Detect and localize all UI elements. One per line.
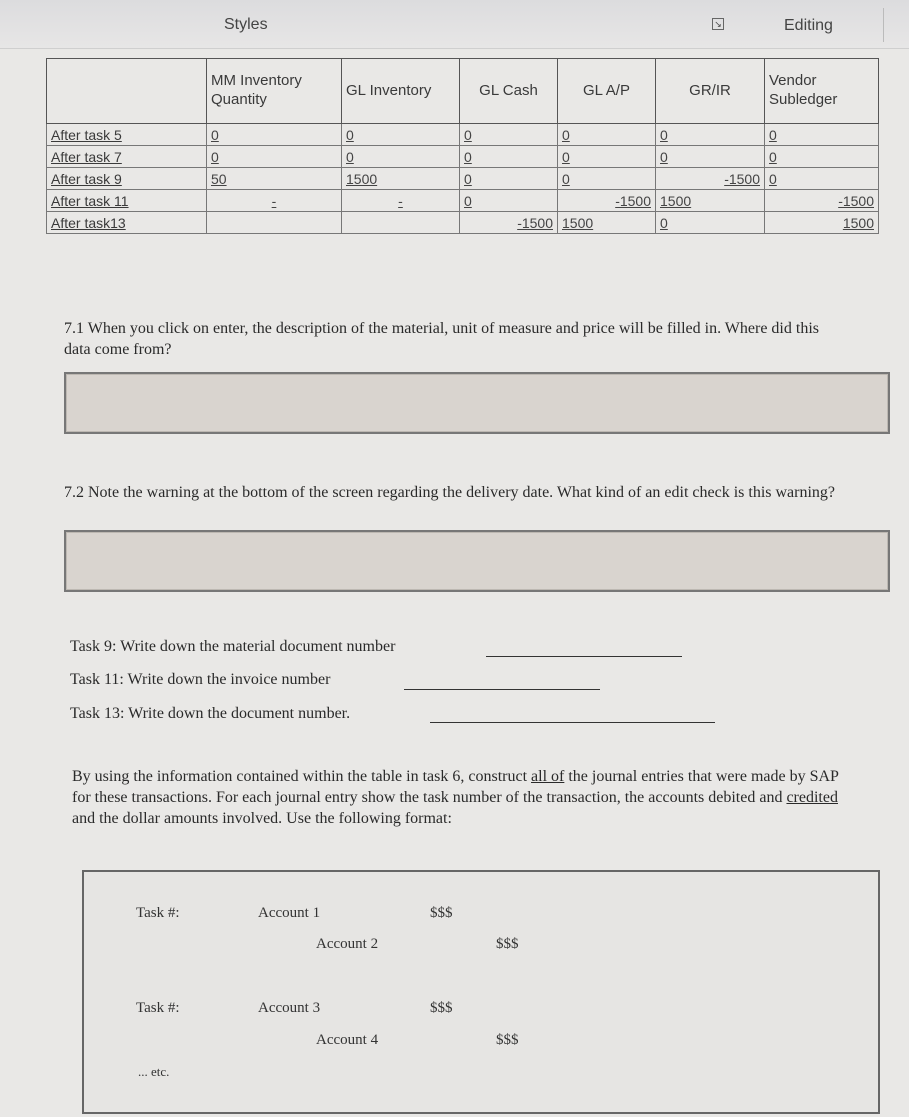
cell-mm-qty [207, 212, 342, 234]
editing-group-label[interactable]: Editing [784, 17, 833, 34]
header-gl-ap: GL A/P [558, 59, 656, 124]
instructions-all-of: all of [531, 768, 565, 785]
entry1-credit-account: Account 2 [316, 936, 379, 952]
cell-mm-qty: 0 [207, 146, 342, 168]
cell-gl-inventory: 0 [342, 146, 460, 168]
cell-vendor-subledger: -1500 [765, 190, 879, 212]
task-11-blank[interactable] [404, 689, 600, 690]
table-row [47, 146, 879, 168]
cell-gl-inventory: - [342, 190, 460, 212]
cell-vendor-subledger: 0 [765, 124, 879, 146]
entry2-task: Task #: [136, 1000, 180, 1016]
entry2-debit-account: Account 3 [258, 1000, 321, 1016]
dialog-launcher-icon[interactable]: ↘ [712, 18, 724, 30]
instructions-text-3: and the dollar amounts involved. Use the following format: [72, 810, 452, 827]
cell-mm-qty: 0 [207, 124, 342, 146]
entry2-debit-amount: $$$ [430, 1000, 453, 1016]
cell-vendor-subledger: 0 [765, 168, 879, 190]
etc-note: ... etc. [138, 1064, 170, 1079]
cell-gl-inventory: 1500 [342, 168, 460, 190]
table-row [47, 124, 879, 146]
cell-gl-ap: 1500 [558, 212, 656, 234]
cell-vendor-subledger: 0 [765, 146, 879, 168]
cell-gr-ir: 1500 [656, 190, 765, 212]
header-gr-ir: GR/IR [656, 59, 765, 124]
task-13-blank[interactable] [430, 722, 715, 723]
instructions-text-1: By using the information contained within the table in task 6, construct [72, 768, 532, 785]
header-mm-inventory-quantity: MM Inventory Quantity [207, 59, 342, 124]
cell-gl-inventory [342, 212, 460, 234]
cell-gl-cash: -1500 [460, 212, 558, 234]
cell-mm-qty: 50 [207, 168, 342, 190]
task-11-prompt: Task 11: Write down the invoice number [70, 671, 331, 688]
journal-entry-instructions [72, 766, 842, 829]
question-7-1: 7.1 When you click on enter, the description of the material, unit of measure and price will be filled in. Where did this data come from? [64, 320, 819, 358]
cell-gl-ap: 0 [558, 168, 656, 190]
header-blank [47, 59, 207, 124]
header-gl-cash: GL Cash [460, 59, 558, 124]
journal-format-box [82, 870, 880, 1114]
cell-gl-cash: 0 [460, 124, 558, 146]
task-13-prompt: Task 13: Write down the document number. [70, 705, 351, 722]
row-label: After task 11 [47, 190, 207, 212]
cell-mm-qty: - [207, 190, 342, 212]
account-balance-table [46, 58, 879, 234]
table-row [47, 190, 879, 212]
cell-vendor-subledger: 1500 [765, 212, 879, 234]
entry1-task: Task #: [136, 905, 180, 921]
cell-gl-ap: -1500 [558, 190, 656, 212]
entry1-credit-amount: $$$ [496, 936, 519, 952]
task-9-prompt: Task 9: Write down the material document number [70, 638, 396, 655]
cell-gl-cash: 0 [460, 146, 558, 168]
word-ribbon [0, 0, 909, 49]
table-header-row [47, 59, 879, 124]
cell-gl-inventory: 0 [342, 124, 460, 146]
cell-gl-cash: 0 [460, 190, 558, 212]
entry2-credit-amount: $$$ [496, 1032, 519, 1048]
entry1-debit-amount: $$$ [430, 905, 453, 921]
header-vendor-subledger: Vendor Subledger [765, 59, 879, 124]
answer-field-7-1[interactable] [64, 372, 890, 434]
instructions-credited: credited [786, 789, 838, 806]
header-gl-inventory: GL Inventory [342, 59, 460, 124]
entry2-credit-account: Account 4 [316, 1032, 379, 1048]
table-row [47, 168, 879, 190]
cell-gr-ir: -1500 [656, 168, 765, 190]
cell-gl-ap: 0 [558, 146, 656, 168]
cell-gr-ir: 0 [656, 212, 765, 234]
table-row [47, 212, 879, 234]
task-9-blank[interactable] [486, 656, 682, 657]
styles-group-label[interactable]: Styles [224, 16, 268, 33]
ribbon-divider [883, 8, 884, 42]
cell-gl-ap: 0 [558, 124, 656, 146]
row-label: After task 9 [47, 168, 207, 190]
cell-gr-ir: 0 [656, 124, 765, 146]
cell-gl-cash: 0 [460, 168, 558, 190]
row-label: After task 7 [47, 146, 207, 168]
question-7-2: 7.2 Note the warning at the bottom of the screen regarding the delivery date. What kind of an edit check is this warning? [64, 484, 836, 501]
entry1-debit-account: Account 1 [258, 905, 321, 921]
row-label: After task 5 [47, 124, 207, 146]
instructions-text-2: the journal entries that were made by SAP for these transactions. For each journal entry show the task number of the transaction, the accounts debited and [72, 768, 839, 806]
answer-field-7-2[interactable] [64, 530, 890, 592]
cell-gr-ir: 0 [656, 146, 765, 168]
row-label: After task13 [47, 212, 207, 234]
